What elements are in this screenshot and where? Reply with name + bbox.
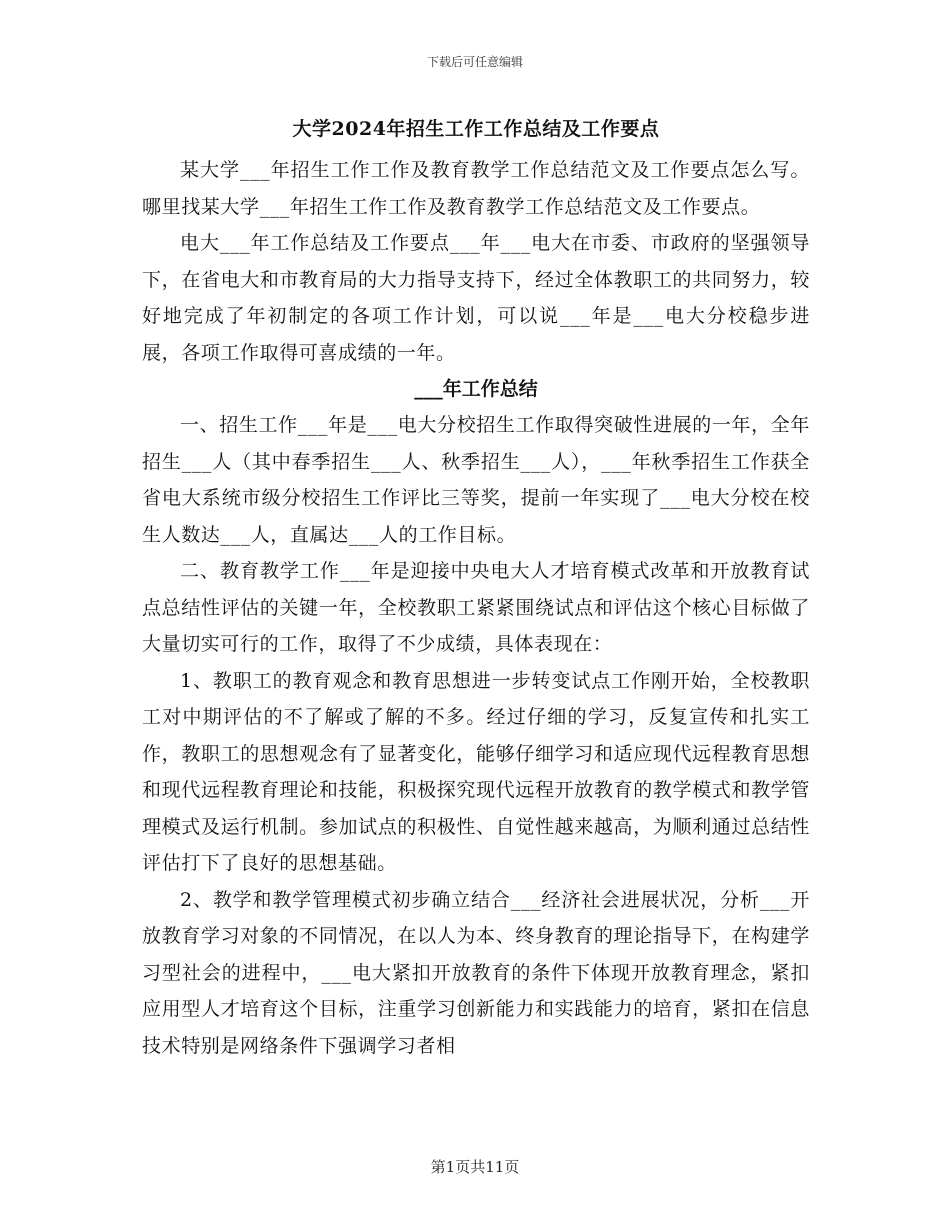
body-paragraph-4: 2、教学和教学管理模式初步确立结合___经济社会进展状况，分析___开放教育学习对象的不同情况，在以人为本、终身教育的理论指导下，在构建学习型社会的进程中，___电大紧扣开放教育的条件下体现开放教育理念，紧扣应用型人才培育这个目标，注重学习创新能力和实践能力的培育，紧扣在信息技术特别是网络条件下强调学习者相 bbox=[142, 888, 810, 1057]
body-paragraph-2: 二、教育教学工作___年是迎接中央电大人才培育模式改革和开放教育试点总结性评估的关键一年，全校教职工紧紧围绕试点和评估这个核心目标做了大量切实可行的工作，取得了不少成绩，具体表现在： bbox=[142, 560, 810, 655]
document-title: 大学2024年招生工作工作总结及工作要点 bbox=[292, 118, 660, 140]
page-number-footer: 第1页共11页 bbox=[430, 1158, 520, 1176]
document-body bbox=[142, 112, 810, 1064]
body-paragraph-1: 一、招生工作___年是___电大分校招生工作取得突破性进展的一年，全年招生___人（其中春季招生___人、秋季招生___人），___年秋季招生工作获全省电大系统市级分校招生工作评比三等奖，提前一年实现了___电大分校在校生人数达___人，直属达___人的工作目标。 bbox=[142, 414, 810, 546]
body-paragraph-3: 1、教职工的教育观念和教育思想进一步转变试点工作刚开始，全校教职工对中期评估的不了解或了解的不多。经过仔细的学习，反复宣传和扎实工作，教职工的思想观念有了显著变化，能够仔细学习和适应现代远程教育思想和现代远程教育理论和技能，积极探究现代远程开放教育的教学模式和教学管理模式及运行机制。参加试点的积极性、自觉性越来越高，为顺利通过总结性评估打下了良好的思想基础。 bbox=[142, 669, 810, 874]
section-heading: ___年工作总结 bbox=[414, 378, 538, 400]
header-note: 下载后可任意编辑 bbox=[426, 55, 523, 69]
intro-paragraph-2: 电大___年工作总结及工作要点___年___电大在市委、市政府的坚强领导下，在省电大和市教育局的大力指导支持下，经过全体教职工的共同努力，较好地完成了年初制定的各项工作计划，可以说___年是___电大分校稳步进展，各项工作取得可喜成绩的一年。 bbox=[142, 232, 810, 364]
intro-paragraph-1: 某大学___年招生工作工作及教育教学工作总结范文及工作要点怎么写。哪里找某大学___年招生工作工作及教育教学工作总结范文及工作要点。 bbox=[142, 159, 810, 218]
